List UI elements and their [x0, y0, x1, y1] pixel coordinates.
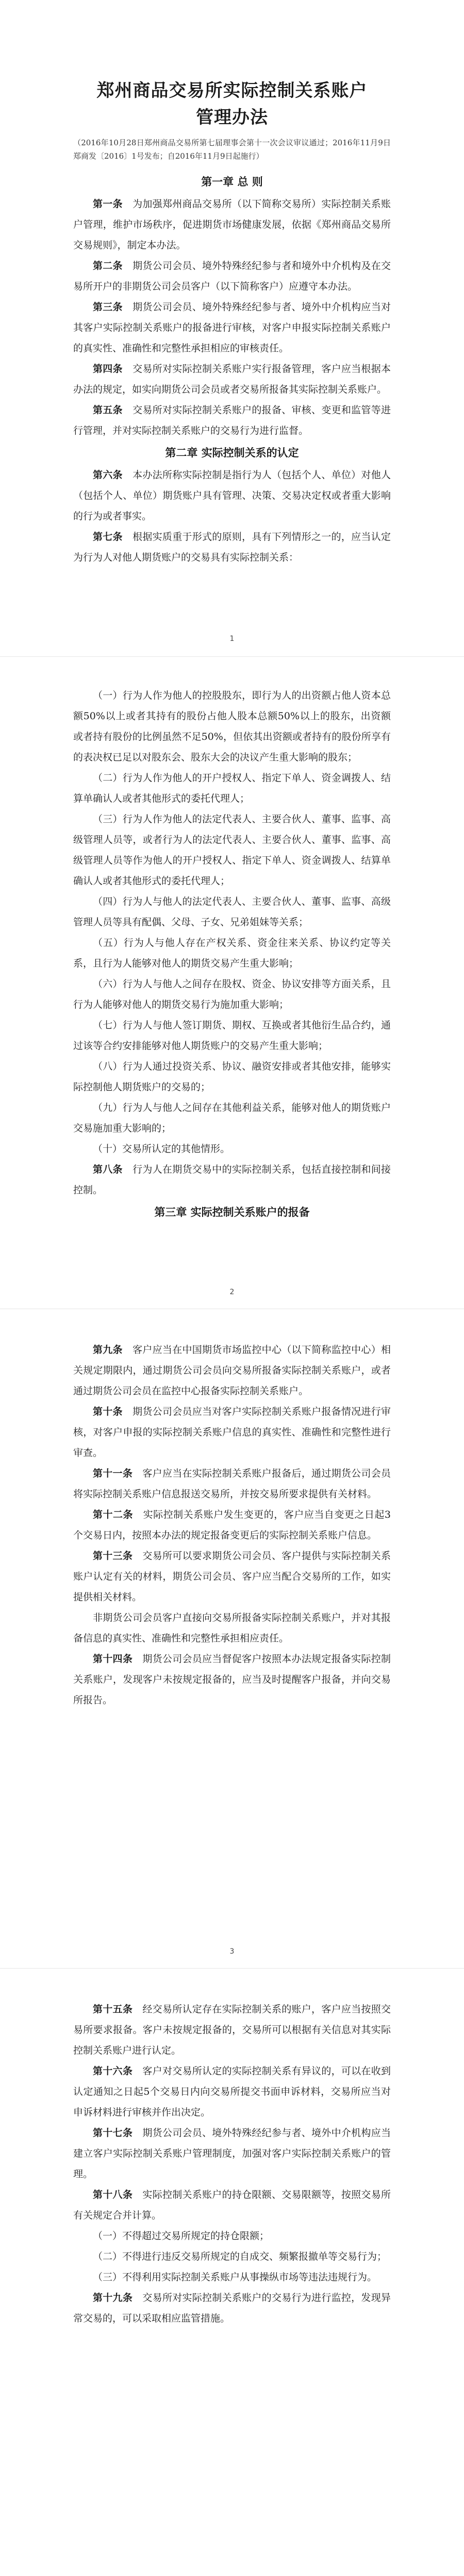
body-paragraph: （一）不得超过交易所规定的持仓限额； [93, 2230, 270, 2242]
article-paragraph [73, 2061, 391, 2123]
article-text: 客户应当在中国期货市场监控中心（以下简称监控中心）相关规定期限内，通过期货公司会员向交易所报备实际控制关系账户，或者通过期货公司会员在监控中心报备实际控制关系账户。 [73, 1344, 391, 1397]
article-paragraph [73, 400, 391, 441]
article-number: 第四条 [93, 363, 123, 375]
article-text: 交易所对实际控制关系账户的报备、审核、变更和监管等进行管理，并对实际控制关系账户的交易行为进行监督。 [73, 404, 391, 436]
chapter-heading: 第一章 总 则 [201, 176, 263, 188]
body-paragraph: （六）行为人与他人之间存在股权、资金、协议安排等方面关系，且行为人能够对他人的期货交易行为施加重大影响； [73, 978, 391, 1010]
article-text: 经交易所认定存在实际控制关系的账户，客户应当按照交易所要求报备。客户未按规定报备的，交易所可以根据有关信息对其实际控制关系账户进行认定。 [73, 2004, 391, 2056]
article-number: 第五条 [93, 404, 123, 416]
body-paragraph: （二）不得进行违反交易所规定的自成交、频繁报撤单等交易行为； [93, 2251, 387, 2262]
article-text: 期货公司会员、境外特殊经纪参与者和境外中介机构及在交易所开户的非期货公司会员客户（以下简称客户）应遵守本办法。 [73, 260, 391, 292]
article-text: 根据实质重于形式的原则，具有下列情形之一的，应当认定为行为人对他人期货账户的交易具有实际控制关系： [73, 531, 391, 563]
page-4 [0, 1999, 464, 2329]
article-number: 第六条 [93, 469, 123, 481]
article-text: 交易所对实际控制关系账户实行报备管理，客户应当根据本办法的规定，如实向期货公司会员或者交易所报备其实际控制关系账户。 [73, 363, 391, 395]
article-text: 实际控制关系账户发生变更的，客户应当自变更之日起3个交易日内，按照本办法的规定报备变更后的实际控制关系账户信息。 [73, 1509, 391, 1541]
article-paragraph [73, 2123, 391, 2184]
article-paragraph [73, 359, 391, 400]
page-2 [0, 685, 464, 1224]
page-separator [0, 1968, 464, 1969]
page-4-body [73, 1999, 391, 2329]
article-paragraph [73, 1463, 391, 1504]
page-number-2: 2 [229, 1288, 235, 1296]
article-number: 第八条 [93, 1164, 123, 1175]
article-paragraph [73, 1546, 391, 1607]
body-paragraph: （三）行为人作为他人的法定代表人、主要合伙人、董事、监事、高级管理人员等，或者行为人的法定代表人、主要合伙人、董事、监事、高级管理人员等作为他人的开户授权人、指定下单人、资金调拨人、结算单确认人或者其他形式的委托代理人； [73, 814, 391, 887]
issuance-note: （2016年10月28日郑州商品交易所第七届理事会第十一次会议审议通过；2016年11月9日郑商发〔2016〕1号发布；自2016年11月9日起施行） [73, 138, 391, 161]
document-title-line-2: 管理办法 [196, 107, 268, 128]
article-text: 期货公司会员应当督促客户按照本办法规定报备实际控制关系账户，发现客户未按规定报备的，应当及时提醒客户报备，并向交易所报告。 [73, 1653, 391, 1706]
article-number: 第三条 [93, 301, 123, 313]
article-text: 实际控制关系账户的持仓限额、交易限额等，按照交易所有关规定合并计算。 [73, 2189, 391, 2221]
body-paragraph: （二）行为人作为他人的开户授权人、指定下单人、资金调拨人、结算单确认人或者其他形式的委托代理人； [73, 772, 391, 804]
article-number: 第十五条 [93, 2004, 133, 2015]
article-number: 第一条 [93, 198, 123, 210]
page-1-body [73, 170, 391, 568]
page-number-3: 3 [229, 1947, 235, 1956]
document-title-line-1: 郑州商品交易所实际控制关系账户 [96, 80, 368, 101]
article-number: 第十条 [93, 1406, 123, 1417]
article-paragraph [73, 1504, 391, 1546]
article-text: 交易所对实际控制关系账户的交易行为进行监控，发现异常交易的，可以采取相应监管措施。 [73, 2292, 391, 2324]
article-text: 期货公司会员、境外特殊经纪参与者、境外中介机构应当建立客户实际控制关系账户管理制度，加强对客户实际控制关系账户的管理。 [73, 2127, 391, 2180]
article-paragraph [73, 465, 391, 527]
article-number: 第七条 [93, 531, 123, 543]
article-number: 第十三条 [93, 1550, 133, 1562]
article-paragraph [73, 527, 391, 568]
page-3-body [73, 1340, 391, 1710]
body-paragraph: （七）行为人与他人签订期货、期权、互换或者其他衍生品合约，通过该等合约安排能够对他人期货账户的交易产生重大影响； [73, 1020, 391, 1052]
chapter-heading: 第二章 实际控制关系的认定 [165, 447, 299, 459]
body-paragraph: （五）行为人与他人存在产权关系、资金往来关系、协议约定等关系，且行为人能够对他人的期货交易产生重大影响； [73, 937, 391, 969]
article-paragraph [73, 1401, 391, 1463]
body-paragraph: （十）交易所认定的其他情形。 [93, 1143, 230, 1155]
article-number: 第十九条 [93, 2292, 133, 2303]
article-paragraph [73, 297, 391, 359]
article-text: 本办法所称实际控制是指行为人（包括个人、单位）对他人（包括个人、单位）期货账户具有管理、决策、交易决定权或者重大影响的行为或者事实。 [73, 469, 391, 522]
body-paragraph: （四）行为人与他人的法定代表人、主要合伙人、董事、监事、高级管理人员等具有配偶、父母、子女、兄弟姐妹等关系； [73, 896, 391, 928]
article-paragraph [73, 1999, 391, 2061]
body-paragraph: （一）行为人作为他人的控股股东，即行为人的出资额占他人资本总额50%以上或者其持有的股份占他人股本总额50%以上的股东，出资额或者持有股份的比例虽然不足50%，但依其出资额或者持有的股份所享有的表决权已足以对股东会、股东大会的决议产生重大影响的股东； [73, 690, 391, 763]
article-text: 交易所可以要求期货公司会员、客户提供与实际控制关系账户认定有关的材料，期货公司会员、客户应当配合交易所的工作，如实提供相关材料。 [73, 1550, 391, 1603]
article-text: 为加强郑州商品交易所（以下简称交易所）实际控制关系账户管理，维护市场秩序，促进期货市场健康发展，依据《郑州商品交易所交易规则》，制定本办法。 [73, 198, 391, 251]
body-paragraph: （九）行为人与他人之间存在其他利益关系，能够对他人的期货账户交易施加重大影响的； [73, 1102, 391, 1134]
article-paragraph [73, 2184, 391, 2226]
article-number: 第十八条 [93, 2189, 133, 2200]
page-3 [0, 1340, 464, 1710]
body-paragraph: （三）不得利用实际控制关系账户从事操纵市场等违法违规行为。 [93, 2272, 377, 2283]
article-number: 第二条 [93, 260, 123, 272]
page-separator [0, 656, 464, 657]
article-number: 第十六条 [93, 2065, 133, 2077]
article-text: 行为人在期货交易中的实际控制关系，包括直接控制和间接控制。 [73, 1164, 391, 1196]
page-number-1: 1 [229, 635, 235, 643]
article-paragraph [73, 2287, 391, 2329]
body-paragraph: （八）行为人通过投资关系、协议、融资安排或者其他安排，能够实际控制他人期货账户的交易的； [73, 1061, 391, 1093]
article-number: 第十二条 [93, 1509, 134, 1520]
article-paragraph [73, 1649, 391, 1710]
page-1 [0, 77, 464, 568]
article-number: 第十一条 [93, 1468, 133, 1479]
article-text: 客户应当在实际控制关系账户报备后，通过期货公司会员将实际控制关系账户信息报送交易所，并按交易所要求提供有关材料。 [73, 1468, 391, 1500]
article-paragraph [73, 1159, 391, 1200]
article-number: 第十四条 [93, 1653, 133, 1665]
article-number: 第十七条 [93, 2127, 133, 2139]
chapter-heading: 第三章 实际控制关系账户的报备 [154, 1206, 310, 1218]
article-text: 期货公司会员、境外特殊经纪参与者、境外中介机构应当对其客户实际控制关系账户的报备进行审核，对客户申报实际控制关系账户的真实性、准确性和完整性承担相应的审核责任。 [73, 301, 391, 354]
article-paragraph [73, 1340, 391, 1401]
body-paragraph: 非期货公司会员客户直接向交易所报备实际控制关系账户，并对其报备信息的真实性、准确性和完整性承担相应责任。 [73, 1612, 391, 1644]
article-paragraph [73, 256, 391, 297]
page-2-body [73, 685, 391, 1224]
article-text: 期货公司会员应当对客户实际控制关系账户报备情况进行审核，对客户申报的实际控制关系账户信息的真实性、准确性和完整性进行审查。 [73, 1406, 391, 1459]
article-paragraph [73, 194, 391, 256]
article-number: 第九条 [93, 1344, 123, 1355]
article-text: 客户对交易所认定的实际控制关系有异议的，可以在收到认定通知之日起5个交易日内向交易所提交书面申诉材料，交易所应当对申诉材料进行审核并作出决定。 [73, 2065, 391, 2118]
